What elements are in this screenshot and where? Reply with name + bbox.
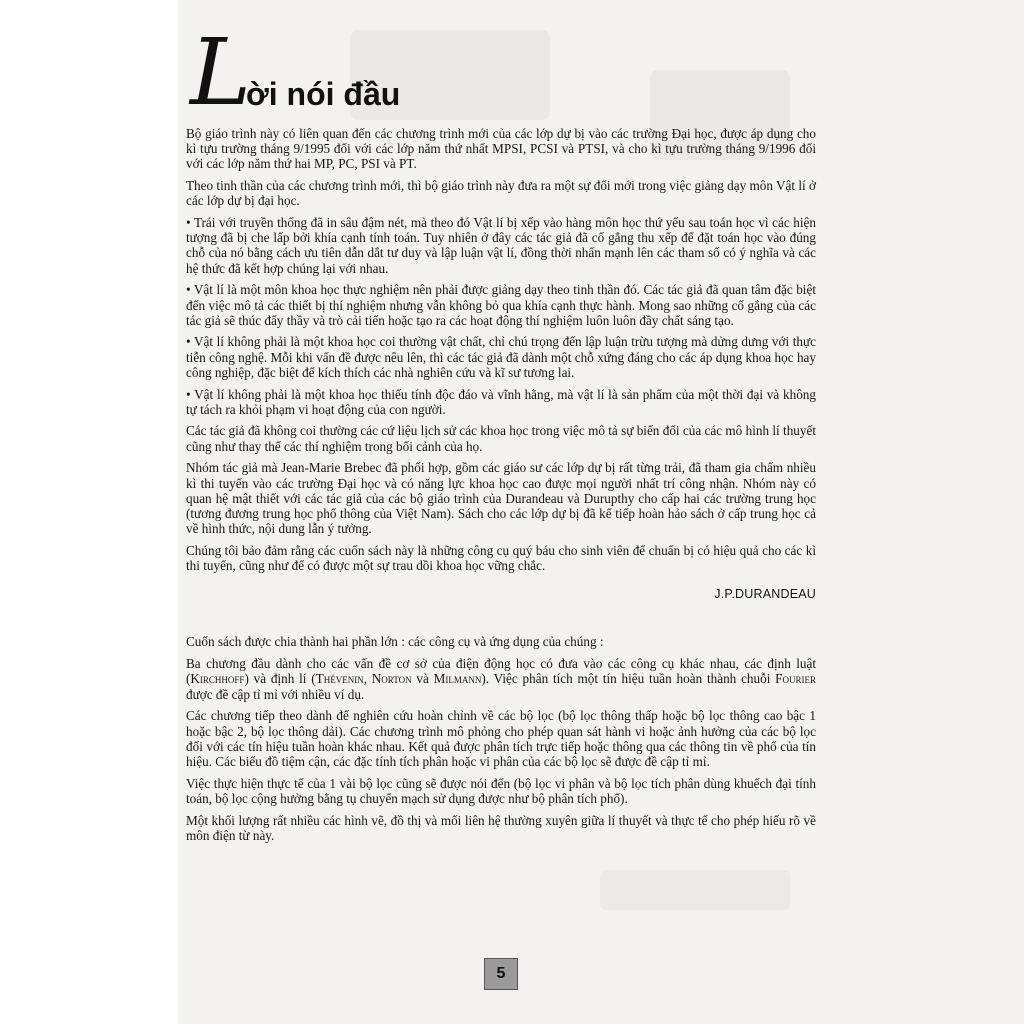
paragraph: Theo tinh thần của các chương trình mới, thì bộ giáo trình này đưa ra một sự đổi mới trong việc giảng dạy môn Vật lí ở các lớp dự bị đại học. bbox=[186, 178, 816, 209]
paragraph: • Vật lí là một môn khoa học thực nghiệm nên phải được giảng dạy theo tinh thần đó. Các tác giả đã quan tâm đặc biệt đến việc mô tả các thiết bị thí nghiệm nhưng vẫn không bỏ qua khía cạnh thực hành. Mong sao những cố gắng của các tác giả sẽ thúc đẩy thầy và trò cải tiến hoặc tạo ra các hoạt động thí nghiệm luôn luôn đầy chất sáng tạo. bbox=[186, 282, 816, 328]
paragraph: • Vật lí không phải là một khoa học coi thường vật chất, chỉ chú trọng đến lập luận trừu tượng mà dửng dưng với thực tiễn công nghệ. Mỗi khi vấn đề được nêu lên, thì các tác giả đã dành một chỗ xứng đáng cho các áp dụng khoa học hay công nghiệp, đặc biệt để kích thích các nhà nghiên cứu và kĩ sư tương lai. bbox=[186, 334, 816, 380]
paragraph: Chúng tôi bảo đảm rằng các cuốn sách này là những công cụ quý báu cho sinh viên để chuẩn bị có hiệu quả cho các kì thi tuyển, cũng như để có được một sự trau dồi khoa học vững chắc. bbox=[186, 542, 816, 574]
name-norton: Norton bbox=[371, 671, 412, 687]
paragraph: Ba chương đầu dành cho các vấn đề cơ sở của điện động học có đưa vào các công cụ khác nhau, các định luật (Kirchhoff) và định lí (Thévenin, Norton và Milmann). Việc phân tích một tín hiệu tuần hoàn thành chuỗi Fourier được đề cập tỉ mỉ với nhiều ví dụ. bbox=[186, 656, 816, 702]
title-initial: L bbox=[190, 19, 252, 126]
name-kirchhoff: Kirchhoff bbox=[190, 671, 245, 687]
name-thevenin: Thévenin bbox=[315, 671, 364, 687]
paragraph: Các chương tiếp theo dành để nghiên cứu hoàn chỉnh về các bộ lọc (bộ lọc thông thấp hoặc bộ lọc thông cao bậc 1 hoặc bậc 2, bộ lọc thông dải). Các chương trình mô phỏng cho phép quan sát hành vi hoặc ảnh hưởng của các bộ lọc đối với các tín hiệu tuần hoàn khác nhau. Kết quả được phân tích trực tiếp hoặc thông qua các thông tin về phổ của tín hiệu. Các biểu đồ tiệm cận, các đặc tính tích phân hoặc vi phân của các bộ lọc sẽ được đề cập tỉ mỉ. bbox=[186, 708, 816, 769]
title-text: ời nói đầu bbox=[246, 76, 401, 112]
paragraph: • Trái với truyền thống đã in sâu đậm nét, mà theo đó Vật lí bị xếp vào hàng môn học thứ yếu sau toán học vì các hiện tượng đã bị che lấp bởi khía cạnh tính toán. Tuy nhiên ở đây các tác giả đã cố gắng thu xếp để đặt toán học vào đúng chỗ của nó bằng cách ưu tiên dẫn dắt tư duy và lập luận vật lí, đồng thời nhấn mạnh lên các tham số có ý nghĩa và các hệ thức đã kết hợp chúng lại với nhau. bbox=[186, 215, 816, 276]
body-text bbox=[186, 126, 816, 849]
paragraph: Bộ giáo trình này có liên quan đến các chương trình mới của các lớp dự bị vào các trường Đại học, được áp dụng cho kì tựu trường tháng 9/1995 đối với các lớp năm thứ nhất MPSI, PCSI và PTSI, và cho kì tựu trường tháng 9/1996 đối với các lớp năm thứ hai MP, PC, PSI và PT. bbox=[186, 126, 816, 172]
paragraph: Việc thực hiện thực tế của 1 vài bộ lọc cũng sẽ được nói đến (bộ lọc vi phân và bộ lọc tích phân dùng khuếch đại tính toán, bộ lọc cộng hưởng bằng tụ chuyển mạch sử dụng được như bộ phân tích phổ). bbox=[186, 775, 816, 806]
paragraph: Nhóm tác giả mà Jean-Marie Brebec đã phối hợp, gồm các giáo sư các lớp dự bị rất từng trải, đã tham gia chấm nhiều kì thi tuyển vào các trường Đại học và có năng lực khoa học cao được mọi người nhất trí công nhận. Nhóm này có quan hệ mật thiết với các tác giả của các bộ giáo trình của Durandeau và Durupthy cho cấp hai các trường trung học (tương đương trung học phổ thông của Việt Nam). Sách cho các lớp dự bị đã kế tiếp hoàn hảo sách ở cấp trung học cả về hình thức, nội dung lẫn ý tưởng. bbox=[186, 460, 816, 537]
name-fourier: Fourier bbox=[775, 671, 816, 687]
name-milmann: Milmann bbox=[433, 671, 482, 687]
paragraph: • Vật lí không phải là một khoa học thiếu tính độc đáo và vĩnh hằng, mà vật lí là sản phẩm của một thời đại và không tự tách ra khỏi phạm vi hoạt động của con người. bbox=[186, 386, 816, 417]
author-signature: J.P.DURANDEAU bbox=[714, 587, 816, 602]
section-intro: Cuốn sách được chia thành hai phần lớn : các công cụ và ứng dụng của chúng : bbox=[186, 634, 604, 650]
page-number: 5 bbox=[484, 958, 518, 990]
paragraph: Một khối lượng rất nhiều các hình vẽ, đồ thị và mối liên hệ thường xuyên giữa lí thuyết và thực tế cho phép hiểu rõ về môn điện từ này. bbox=[186, 812, 816, 843]
paragraph: Các tác giả đã không coi thường các cứ liệu lịch sử các khoa học trong việc mô tả sự biến đổi của các mô hình lí thuyết cũng như thay thế các thí nghiệm trong bối cảnh của họ. bbox=[186, 423, 816, 454]
page-edge-shadow bbox=[0, 0, 178, 1024]
